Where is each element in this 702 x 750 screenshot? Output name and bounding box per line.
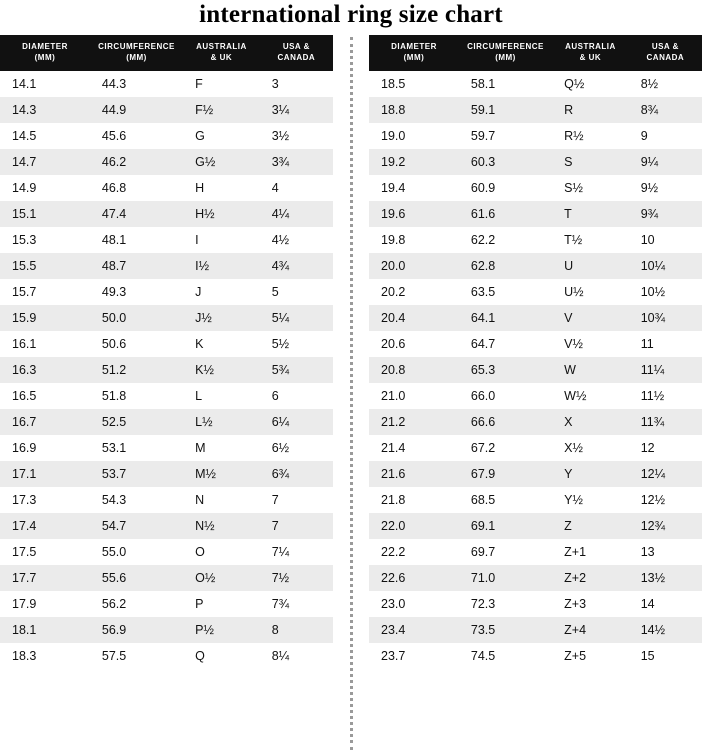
cell-australia-uk: Z+1 [552,539,629,565]
table-row [369,591,702,617]
header-row [0,35,333,71]
column-header-line1: AUSTRALIA [565,42,616,51]
cell-diameter: 17.5 [0,539,90,565]
cell-diameter: 16.3 [0,357,90,383]
column-header-line2: & UK [210,52,233,62]
cell-diameter: 23.4 [369,617,459,643]
cell-australia-uk: T½ [552,227,629,253]
column-header-australia-uk [183,35,260,71]
table-row [0,305,333,331]
column-header-australia-uk [552,35,629,71]
cell-australia-uk: H½ [183,201,260,227]
column-header-line1: DIAMETER [391,42,437,51]
cell-usa-canada: 9¼ [629,149,702,175]
cell-circumference: 64.7 [459,331,552,357]
cell-diameter: 21.4 [369,435,459,461]
cell-diameter: 21.0 [369,383,459,409]
cell-australia-uk: Z+4 [552,617,629,643]
table-row [369,331,702,357]
cell-usa-canada: 13 [629,539,702,565]
cell-circumference: 46.8 [90,175,183,201]
cell-diameter: 20.2 [369,279,459,305]
table-row [369,279,702,305]
table-row [369,201,702,227]
cell-diameter: 18.3 [0,643,90,669]
cell-circumference: 67.2 [459,435,552,461]
ring-size-table-left [0,35,333,669]
cell-diameter: 14.3 [0,97,90,123]
cell-diameter: 15.7 [0,279,90,305]
cell-circumference: 45.6 [90,123,183,149]
cell-circumference: 47.4 [90,201,183,227]
cell-australia-uk: U [552,253,629,279]
vertical-divider [333,35,369,750]
cell-usa-canada: 10½ [629,279,702,305]
cell-diameter: 17.9 [0,591,90,617]
cell-usa-canada: 4¾ [260,253,333,279]
cell-circumference: 59.1 [459,97,552,123]
cell-australia-uk: Z+3 [552,591,629,617]
table-row [369,435,702,461]
cell-circumference: 73.5 [459,617,552,643]
cell-usa-canada: 7¼ [260,539,333,565]
cell-circumference: 68.5 [459,487,552,513]
cell-circumference: 54.3 [90,487,183,513]
table-body-right [369,71,702,669]
column-header-usa-canada [260,35,333,71]
column-header-line1: AUSTRALIA [196,42,247,51]
cell-usa-canada: 5 [260,279,333,305]
table-row [0,643,333,669]
cell-diameter: 22.6 [369,565,459,591]
cell-circumference: 53.1 [90,435,183,461]
cell-australia-uk: Q [183,643,260,669]
cell-usa-canada: 3¼ [260,97,333,123]
cell-australia-uk: U½ [552,279,629,305]
ring-size-table-right [369,35,702,669]
table-row [0,201,333,227]
cell-usa-canada: 8¼ [260,643,333,669]
cell-diameter: 16.7 [0,409,90,435]
cell-usa-canada: 15 [629,643,702,669]
table-row [369,565,702,591]
ring-size-chart-page [0,1,702,748]
table-row [0,383,333,409]
table-row [0,331,333,357]
left-table-block [0,35,333,669]
cell-circumference: 44.3 [90,71,183,97]
table-row [0,565,333,591]
cell-circumference: 56.9 [90,617,183,643]
table-row [0,253,333,279]
cell-usa-canada: 8 [260,617,333,643]
column-header-circumference [459,35,552,71]
cell-usa-canada: 8½ [629,71,702,97]
table-row [369,253,702,279]
cell-australia-uk: Y [552,461,629,487]
cell-circumference: 66.6 [459,409,552,435]
cell-usa-canada: 12¾ [629,513,702,539]
cell-usa-canada: 4 [260,175,333,201]
table-row [369,409,702,435]
cell-usa-canada: 11 [629,331,702,357]
page-title: international ring size chart [199,1,503,28]
cell-usa-canada: 14 [629,591,702,617]
cell-circumference: 55.0 [90,539,183,565]
cell-diameter: 17.3 [0,487,90,513]
cell-diameter: 15.5 [0,253,90,279]
cell-circumference: 56.2 [90,591,183,617]
cell-australia-uk: F [183,71,260,97]
cell-circumference: 50.6 [90,331,183,357]
cell-australia-uk: N½ [183,513,260,539]
column-header-line1: CIRCUMFERENCE [98,42,175,51]
table-row [369,227,702,253]
cell-australia-uk: Y½ [552,487,629,513]
cell-circumference: 52.5 [90,409,183,435]
header-row [369,35,702,71]
column-header-line2: & UK [579,52,602,62]
cell-circumference: 59.7 [459,123,552,149]
cell-usa-canada: 12½ [629,487,702,513]
table-row [369,175,702,201]
cell-diameter: 23.7 [369,643,459,669]
cell-australia-uk: O [183,539,260,565]
cell-circumference: 48.1 [90,227,183,253]
cell-diameter: 19.2 [369,149,459,175]
table-row [0,409,333,435]
cell-diameter: 18.1 [0,617,90,643]
cell-usa-canada: 12 [629,435,702,461]
table-row [0,71,333,97]
cell-diameter: 21.6 [369,461,459,487]
cell-australia-uk: J½ [183,305,260,331]
table-header-right [369,35,702,71]
cell-australia-uk: N [183,487,260,513]
table-row [0,97,333,123]
cell-circumference: 58.1 [459,71,552,97]
cell-diameter: 19.6 [369,201,459,227]
cell-usa-canada: 7½ [260,565,333,591]
cell-diameter: 16.9 [0,435,90,461]
cell-circumference: 72.3 [459,591,552,617]
column-header-line2: (MM) [126,52,147,62]
cell-circumference: 67.9 [459,461,552,487]
column-header-line2: (MM) [495,52,516,62]
table-row [0,149,333,175]
cell-diameter: 19.0 [369,123,459,149]
cell-circumference: 57.5 [90,643,183,669]
cell-australia-uk: V [552,305,629,331]
cell-circumference: 48.7 [90,253,183,279]
column-header-line2: (MM) [34,52,56,62]
cell-australia-uk: R½ [552,123,629,149]
cell-usa-canada: 7 [260,487,333,513]
cell-usa-canada: 10 [629,227,702,253]
cell-usa-canada: 7 [260,513,333,539]
cell-usa-canada: 4½ [260,227,333,253]
cell-australia-uk: F½ [183,97,260,123]
table-row [369,357,702,383]
cell-diameter: 20.0 [369,253,459,279]
cell-australia-uk: O½ [183,565,260,591]
cell-circumference: 60.3 [459,149,552,175]
cell-australia-uk: P [183,591,260,617]
cell-usa-canada: 5¾ [260,357,333,383]
cell-australia-uk: X [552,409,629,435]
cell-circumference: 63.5 [459,279,552,305]
cell-diameter: 19.4 [369,175,459,201]
cell-diameter: 18.8 [369,97,459,123]
table-row [369,539,702,565]
cell-usa-canada: 3¾ [260,149,333,175]
table-row [369,383,702,409]
cell-australia-uk: R [552,97,629,123]
cell-circumference: 49.3 [90,279,183,305]
cell-usa-canada: 3 [260,71,333,97]
cell-usa-canada: 4¼ [260,201,333,227]
cell-australia-uk: L½ [183,409,260,435]
table-row [369,123,702,149]
cell-australia-uk: Q½ [552,71,629,97]
cell-usa-canada: 10¼ [629,253,702,279]
column-header-line1: USA & [282,42,310,51]
cell-usa-canada: 10¾ [629,305,702,331]
cell-circumference: 64.1 [459,305,552,331]
table-row [0,591,333,617]
cell-circumference: 50.0 [90,305,183,331]
cell-usa-canada: 14½ [629,617,702,643]
cell-circumference: 46.2 [90,149,183,175]
cell-australia-uk: K½ [183,357,260,383]
cell-circumference: 51.2 [90,357,183,383]
right-table-block [369,35,702,669]
table-row [0,461,333,487]
table-row [0,123,333,149]
cell-usa-canada: 11½ [629,383,702,409]
table-row [369,71,702,97]
cell-diameter: 20.6 [369,331,459,357]
cell-circumference: 54.7 [90,513,183,539]
cell-diameter: 14.1 [0,71,90,97]
cell-usa-canada: 9 [629,123,702,149]
cell-circumference: 62.2 [459,227,552,253]
cell-diameter: 20.8 [369,357,459,383]
cell-circumference: 71.0 [459,565,552,591]
table-row [369,487,702,513]
cell-diameter: 21.8 [369,487,459,513]
cell-diameter: 14.9 [0,175,90,201]
cell-usa-canada: 11¼ [629,357,702,383]
cell-circumference: 69.1 [459,513,552,539]
cell-australia-uk: P½ [183,617,260,643]
cell-australia-uk: I [183,227,260,253]
cell-australia-uk: L [183,383,260,409]
column-header-line2: CANADA [277,52,316,62]
cell-australia-uk: G [183,123,260,149]
cell-australia-uk: S½ [552,175,629,201]
column-header-line1: USA & [651,42,679,51]
cell-diameter: 20.4 [369,305,459,331]
table-row [369,617,702,643]
table-row [369,513,702,539]
cell-usa-canada: 8¾ [629,97,702,123]
cell-diameter: 19.8 [369,227,459,253]
column-header-line1: CIRCUMFERENCE [467,42,544,51]
cell-usa-canada: 5¼ [260,305,333,331]
cell-circumference: 53.7 [90,461,183,487]
table-row [0,357,333,383]
cell-circumference: 65.3 [459,357,552,383]
table-row [0,435,333,461]
column-header-circumference [90,35,183,71]
cell-australia-uk: H [183,175,260,201]
cell-circumference: 69.7 [459,539,552,565]
cell-usa-canada: 11¾ [629,409,702,435]
cell-australia-uk: M [183,435,260,461]
table-row [0,175,333,201]
cell-australia-uk: M½ [183,461,260,487]
cell-circumference: 51.8 [90,383,183,409]
cell-circumference: 74.5 [459,643,552,669]
cell-australia-uk: V½ [552,331,629,357]
cell-australia-uk: Z+2 [552,565,629,591]
cell-diameter: 22.0 [369,513,459,539]
table-row [0,487,333,513]
cell-usa-canada: 13½ [629,565,702,591]
cell-usa-canada: 3½ [260,123,333,149]
cell-australia-uk: T [552,201,629,227]
cell-circumference: 61.6 [459,201,552,227]
table-row [369,305,702,331]
cell-diameter: 17.1 [0,461,90,487]
column-header-line2: (MM) [403,52,425,62]
cell-diameter: 16.5 [0,383,90,409]
cell-circumference: 60.9 [459,175,552,201]
cell-australia-uk: I½ [183,253,260,279]
cell-usa-canada: 5½ [260,331,333,357]
table-row [0,539,333,565]
table-row [369,97,702,123]
cell-usa-canada: 6 [260,383,333,409]
cell-diameter: 22.2 [369,539,459,565]
cell-diameter: 15.1 [0,201,90,227]
cell-diameter: 16.1 [0,331,90,357]
table-row [0,617,333,643]
cell-usa-canada: 6½ [260,435,333,461]
cell-diameter: 15.9 [0,305,90,331]
cell-australia-uk: J [183,279,260,305]
cell-diameter: 14.5 [0,123,90,149]
cell-australia-uk: G½ [183,149,260,175]
table-row [0,279,333,305]
column-header-usa-canada [629,35,702,71]
cell-australia-uk: W [552,357,629,383]
table-row [369,461,702,487]
cell-diameter: 18.5 [369,71,459,97]
cell-usa-canada: 9¾ [629,201,702,227]
cell-usa-canada: 6¼ [260,409,333,435]
divider-line [350,37,353,750]
cell-australia-uk: Z+5 [552,643,629,669]
column-header-diameter [369,35,459,71]
cell-circumference: 66.0 [459,383,552,409]
table-row [0,513,333,539]
table-header-left [0,35,333,71]
cell-usa-canada: 9½ [629,175,702,201]
column-header-line2: CANADA [646,52,685,62]
cell-australia-uk: X½ [552,435,629,461]
cell-australia-uk: W½ [552,383,629,409]
cell-diameter: 14.7 [0,149,90,175]
tables-container [0,35,702,750]
cell-diameter: 17.7 [0,565,90,591]
table-row [369,149,702,175]
cell-diameter: 23.0 [369,591,459,617]
cell-usa-canada: 6¾ [260,461,333,487]
cell-australia-uk: K [183,331,260,357]
table-row [0,227,333,253]
cell-circumference: 62.8 [459,253,552,279]
table-body-left [0,71,333,669]
column-header-line1: DIAMETER [22,42,68,51]
table-row [369,643,702,669]
cell-australia-uk: S [552,149,629,175]
cell-circumference: 55.6 [90,565,183,591]
cell-australia-uk: Z [552,513,629,539]
cell-circumference: 44.9 [90,97,183,123]
cell-usa-canada: 7¾ [260,591,333,617]
cell-diameter: 17.4 [0,513,90,539]
cell-diameter: 15.3 [0,227,90,253]
cell-diameter: 21.2 [369,409,459,435]
column-header-diameter [0,35,90,71]
cell-usa-canada: 12¼ [629,461,702,487]
